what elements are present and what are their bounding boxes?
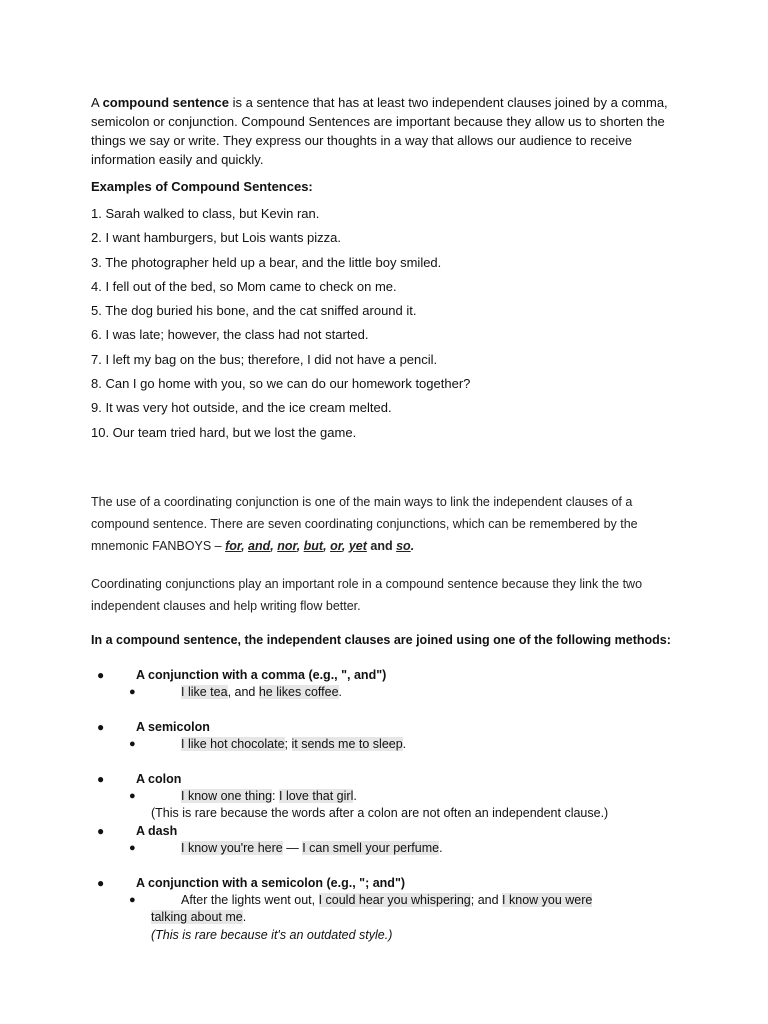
method-example: I like tea, and he likes coffee. (181, 685, 343, 699)
fanboys-word: or (330, 539, 342, 553)
method-label: A conjunction with a comma (e.g., ", and") (136, 668, 387, 682)
list-item: 7. I left my bag on the bus; therefore, I did not have a pencil. (91, 351, 438, 367)
method-note: (This is rare because it's an outdated style.) (151, 928, 393, 942)
list-item: 1. Sarah walked to class, but Kevin ran. (91, 206, 320, 221)
fanboys-list: for, and, nor, but, or, yet and so. (225, 539, 415, 553)
examples-title: Examples of Compound Sentences: (91, 179, 313, 194)
bullet-icon: ● (97, 772, 105, 786)
method-label: A dash (136, 824, 178, 838)
fanboys-word: and (248, 539, 271, 553)
bullet-icon: ● (129, 738, 136, 750)
list-item: 5. The dog buried his bone, and the cat sniffed around it. (91, 303, 417, 319)
bullet-icon: ● (129, 686, 136, 698)
list-item: 8. Can I go home with you, so we can do our homework together? (91, 376, 471, 392)
method-label: A colon (136, 772, 182, 786)
bullet-icon: ● (129, 790, 136, 802)
fanboys-word: yet (348, 539, 367, 553)
method-example: I like hot chocolate; it sends me to sleep. (181, 737, 407, 751)
list-item: 4. I fell out of the bed, so Mom came to check on me. (91, 278, 397, 294)
coordinating-paragraph: Coordinating conjunctions play an important role in a compound sentence because they link the two independent clauses and help writing flow better. (91, 577, 643, 613)
intro-paragraph (91, 93, 691, 169)
fanboys-word: for (225, 539, 242, 553)
bullet-icon: ● (97, 720, 105, 734)
list-item: 9. It was very hot outside, and the ice cream melted. (91, 400, 392, 416)
method-example-cont: talking about me. (151, 910, 247, 924)
intro-bold-term: compound sentence (102, 95, 229, 110)
method-example: I know you're here — I can smell your perfume. (181, 841, 443, 855)
fanboys-word: nor (277, 539, 297, 553)
fanboys-paragraph (91, 491, 691, 557)
bullet-icon: ● (97, 824, 105, 838)
method-label: A semicolon (136, 720, 210, 734)
bullet-icon: ● (97, 876, 105, 890)
list-item: 10. Our team tried hard, but we lost the game. (91, 424, 357, 440)
intro-text-a: A (91, 95, 103, 110)
list-item: 3. The photographer held up a bear, and the little boy smiled. (91, 254, 442, 270)
methods-title: In a compound sentence, the independent clauses are joined using one of the following methods: (91, 633, 671, 647)
fanboys-word: so (396, 539, 411, 553)
bullet-icon: ● (97, 668, 105, 682)
fanboys-word: but (303, 539, 324, 553)
bullet-icon: ● (129, 842, 136, 854)
bullet-icon: ● (129, 894, 136, 906)
list-item: 2. I want hamburgers, but Lois wants pizza. (91, 230, 342, 246)
method-example: After the lights went out, I could hear you whispering; and I know you were (181, 893, 593, 907)
fanboys-text: The use of a coordinating conjunction is one of the main ways to link the independent clauses of a compound sentence. There are seven coordinating conjunctions, which can be remembered by the mnemonic FANBOYS – (91, 495, 638, 553)
method-label: A conjunction with a semicolon (e.g., "; and") (136, 876, 406, 890)
intro-text-b: is a sentence that has at least two independent clauses joined by a comma, semicolon or conjunction. Compound Sentences are important because they allow us to shorten the things we say or write. They express our thoughts in a way that allows our audience to receive information easily and quickly. (91, 95, 668, 167)
list-item: 6. I was late; however, the class had not started. (91, 327, 369, 343)
method-example: I know one thing: I love that girl. (181, 789, 357, 803)
method-note: (This is rare because the words after a colon are not often an independent clause.) (151, 806, 609, 820)
examples-list (91, 204, 470, 447)
